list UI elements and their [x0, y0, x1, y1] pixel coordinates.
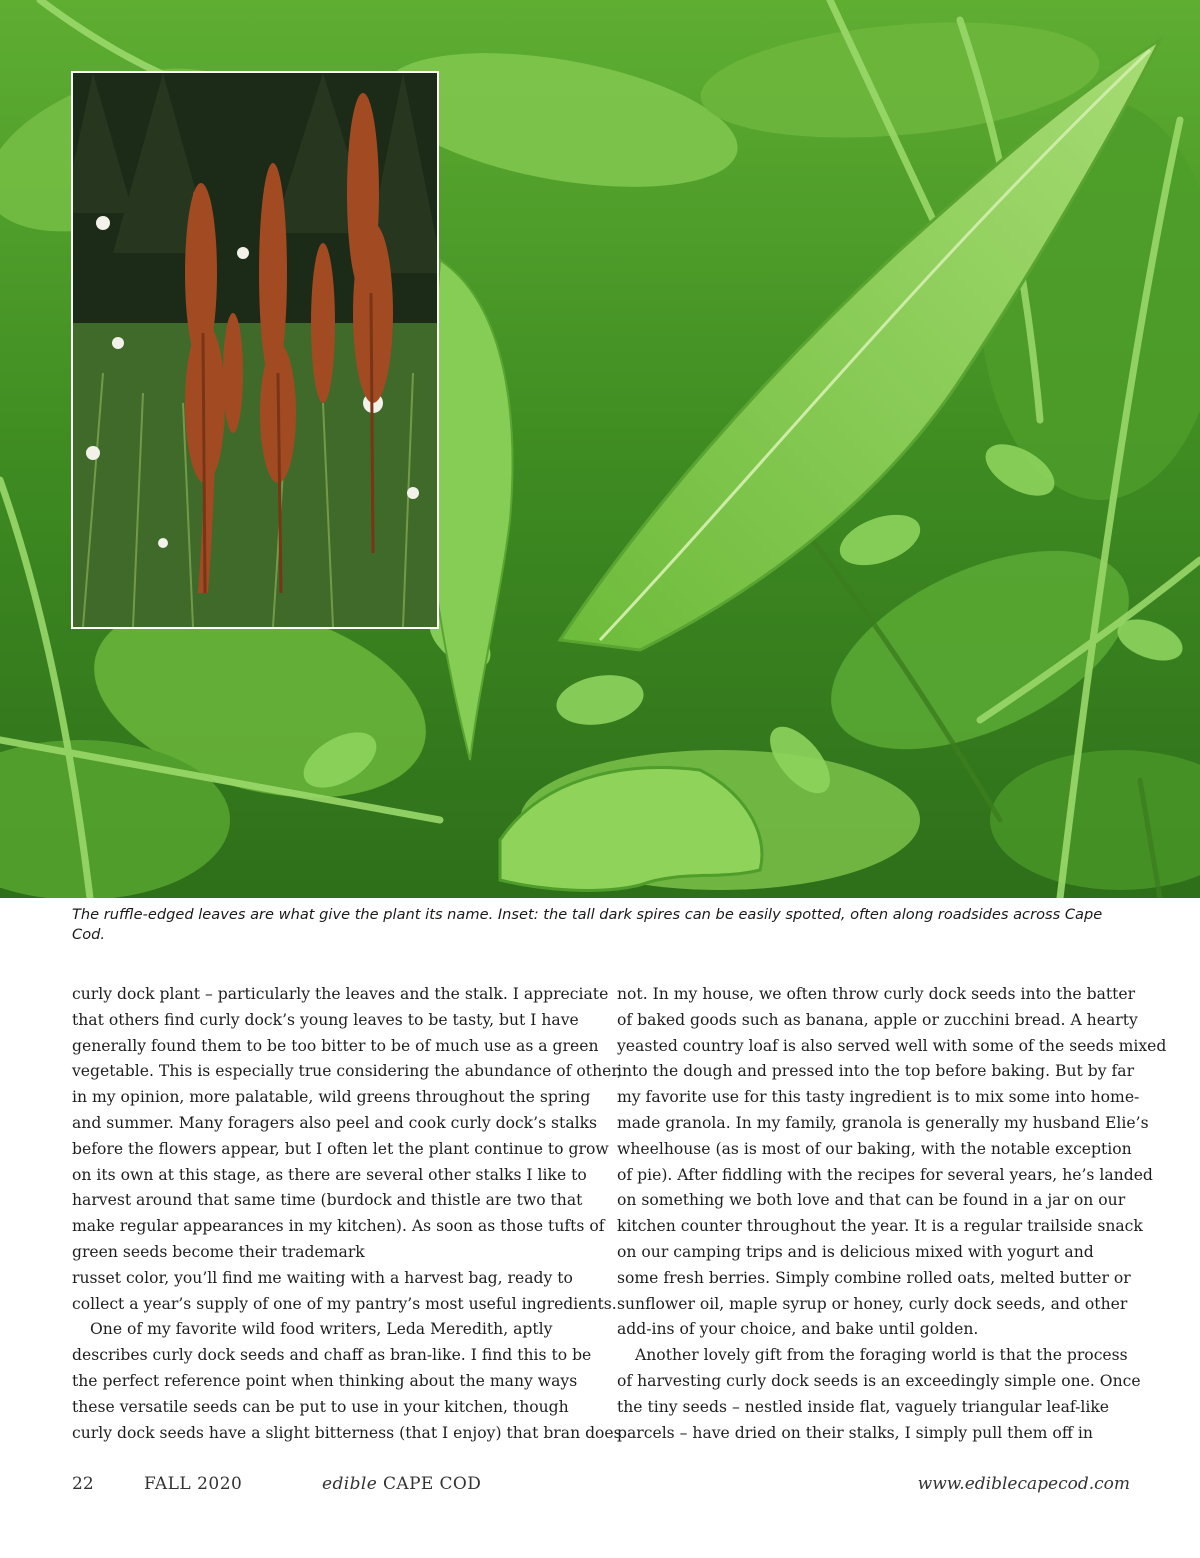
- text-line: on something we both love and that can be found in a jar on our: [617, 1191, 1126, 1210]
- text-line: before the flowers appear, but I often let the plant continue to grow: [72, 1139, 609, 1158]
- text-line: generally found them to be too bitter to be of much use as a green: [72, 1036, 599, 1055]
- text-line: on our camping trips and is delicious mixed with yogurt and: [617, 1242, 1094, 1261]
- text-line: collect a year’s supply of one of my pantry’s most useful ingredients.: [72, 1294, 617, 1313]
- text-line: of pie). After fiddling with the recipes for several years, he’s landed: [617, 1165, 1153, 1184]
- text-line: and summer. Many foragers also peel and cook curly dock’s stalks: [72, 1113, 598, 1132]
- text-line: that others find curly dock’s young leaves to be tasty, but I have: [72, 1010, 579, 1029]
- text-line: the perfect reference point when thinking about the many ways: [72, 1371, 578, 1390]
- page-number: 22: [72, 1474, 94, 1494]
- text-line: these versatile seeds can be put to use in your kitchen, though: [72, 1397, 569, 1416]
- inset-photo-illustration: [73, 73, 437, 627]
- text-line: in my opinion, more palatable, wild greens throughout the spring: [72, 1088, 591, 1107]
- publication-name-italic: edible: [322, 1474, 378, 1494]
- text-line: describes curly dock seeds and chaff as bran-like. I find this to be: [72, 1346, 592, 1365]
- photo-caption: The ruffle-edged leaves are what give the plant its name. Inset: the tall dark spires can be easily spotted, often along roadsides across Cape Cod.: [72, 906, 1103, 943]
- text-line: made granola. In my family, granola is generally my husband Elie’s: [617, 1113, 1149, 1132]
- issue-label: FALL 2020: [144, 1474, 243, 1494]
- text-line: wheelhouse (as is most of our baking, with the notable exception: [617, 1139, 1132, 1158]
- website-url: www.ediblecapecod.com: [917, 1474, 1130, 1494]
- text-line: the tiny seeds – nestled inside flat, vaguely triangular leaf-like: [617, 1397, 1110, 1416]
- text-line: green seeds become their trademark: [72, 1242, 365, 1261]
- text-line: of harvesting curly dock seeds is an exceedingly simple one. Once: [617, 1371, 1141, 1390]
- text-line: not. In my house, we often throw curly dock seeds into the batter: [617, 985, 1136, 1003]
- article-column-right: [617, 982, 1167, 1446]
- text-line: into the dough and pressed into the top before baking. But by far: [617, 1062, 1135, 1081]
- text-line: kitchen counter throughout the year. It is a regular trailside snack: [617, 1217, 1143, 1236]
- publication-name: [322, 1474, 481, 1500]
- inset-photo: [71, 71, 439, 629]
- text-line: some fresh berries. Simply combine rolled oats, melted butter or: [617, 1268, 1131, 1287]
- text-line: One of my favorite wild food writers, Leda Meredith, aptly: [90, 1320, 553, 1339]
- text-line: sunflower oil, maple syrup or honey, curly dock seeds, and other: [617, 1294, 1128, 1313]
- text-line: on its own at this stage, as there are several other stalks I like to: [72, 1165, 587, 1184]
- text-line: my favorite use for this tasty ingredient is to mix some into home-: [617, 1088, 1140, 1107]
- text-line: yeasted country loaf is also served well with some of the seeds mixed: [617, 1036, 1167, 1055]
- text-line: parcels – have dried on their stalks, I simply pull them off in: [617, 1423, 1093, 1442]
- text-line: curly dock plant – particularly the leaves and the stalk. I appreciate: [72, 985, 609, 1003]
- text-line: vegetable. This is especially true considering the abundance of other,: [72, 1062, 623, 1081]
- text-line: make regular appearances in my kitchen). As soon as those tufts of: [72, 1217, 605, 1236]
- text-line: of baked goods such as banana, apple or zucchini bread. A hearty: [617, 1010, 1138, 1029]
- text-line: Another lovely gift from the foraging world is that the process: [635, 1346, 1128, 1365]
- publication-name-rest: CAPE COD: [382, 1474, 482, 1494]
- text-line: curly dock seeds have a slight bitterness (that I enjoy) that bran does: [72, 1423, 622, 1442]
- text-line: russet color, you’ll find me waiting with a harvest bag, ready to: [72, 1268, 573, 1287]
- text-line: harvest around that same time (burdock and thistle are two that: [72, 1191, 583, 1210]
- text-line: add-ins of your choice, and bake until golden.: [617, 1320, 979, 1339]
- article-column-left: [72, 982, 623, 1446]
